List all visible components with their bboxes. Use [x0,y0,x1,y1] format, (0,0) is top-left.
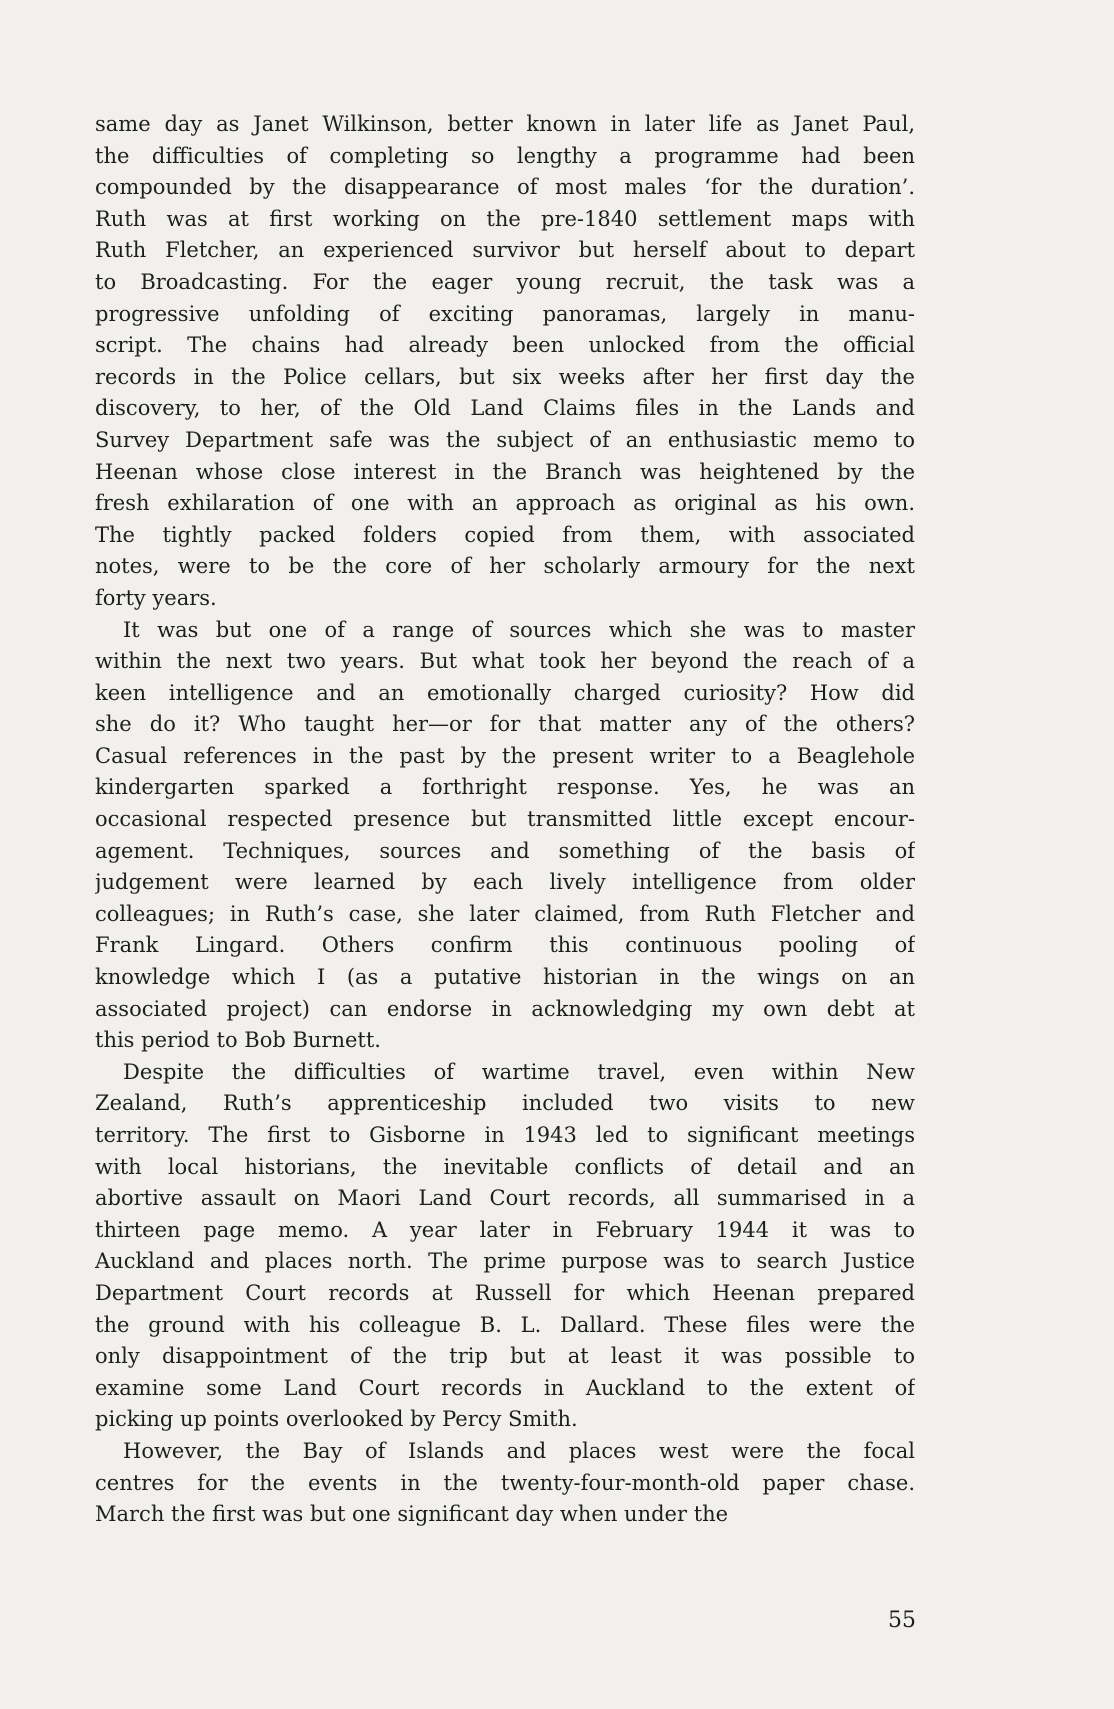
text-line: notes, were to be the core of her scholarly armoury for the next [95,554,915,579]
text-line: Ruth was at first working on the pre-1840 settlement maps with [95,206,915,231]
text-line: within the next two years. But what took her beyond the reach of a [95,649,915,674]
paragraph [95,1436,915,1531]
text-line: Department Court records at Russell for which Heenan prepared [95,1280,915,1305]
text-line: knowledge which I (as a putative historian in the wings on an [95,965,915,990]
text-line: examine some Land Court records in Auckland to the extent of [95,1375,915,1400]
text-line: only disappointment of the trip but at least it was possible to [95,1344,915,1369]
text-line: script. The chains had already been unlocked from the official [95,333,915,358]
text-line: discovery, to her, of the Old Land Claims files in the Lands and [95,396,915,421]
text-line: Survey Department safe was the subject of an enthusiastic memo to [95,427,915,452]
text-line: However, the Bay of Islands and places west were the focal [123,1438,915,1463]
text-line: The tightly packed folders copied from them, with associated [95,522,915,547]
text-line: Zealand, Ruth’s apprenticeship included two visits to new [95,1091,915,1116]
text-line: compounded by the disappearance of most males ‘for the duration’. [95,175,915,200]
text-line: Ruth Fletcher, an experienced survivor but herself about to depart [95,238,915,263]
text-line: progressive unfolding of exciting panoramas, largely in manu- [95,301,915,326]
text-line: the ground with his colleague B. L. Dallard. These files were the [95,1312,915,1337]
text-line: Auckland and places north. The prime purpose was to search Justice [95,1249,915,1274]
text-line: keen intelligence and an emotionally charged curiosity? How did [95,680,915,705]
text-line: agement. Techniques, sources and something of the basis of [95,838,915,863]
text-line: occasional respected presence but transmitted little except encour- [95,807,915,832]
text-line: the difficulties of completing so lengthy a programme had been [95,143,915,168]
text-line: thirteen page memo. A year later in February 1944 it was to [95,1217,915,1242]
text-line: Heenan whose close interest in the Branch was heightened by the [95,459,915,484]
text-line: Casual references in the past by the present writer to a Beaglehole [95,743,915,768]
text-line: she do it? Who taught her—or for that matter any of the others? [95,712,915,737]
paragraph [95,109,915,615]
text-line: fresh exhilaration of one with an approach as original as his own. [95,491,915,516]
text-line: records in the Police cellars, but six weeks after her first day the [95,364,915,389]
text-line: March the first was but one significant day when under the [95,1502,729,1527]
text-line: Frank Lingard. Others confirm this continuous pooling of [95,933,915,958]
text-line: forty years. [95,585,217,610]
text-line: judgement were learned by each lively intelligence from older [95,870,915,895]
text-line: territory. The first to Gisborne in 1943 led to significant meetings [95,1123,915,1147]
text-line: abortive assault on Maori Land Court records, all summarised in a [95,1186,915,1211]
text-line: It was but one of a range of sources which she was to master [123,617,915,642]
text-line: Despite the difficulties of wartime travel, even within New [123,1059,915,1084]
text-line: kindergarten sparked a forthright response. Yes, he was an [95,775,915,800]
text-line: to Broadcasting. For the eager young recruit, the task was a [95,269,915,294]
text-line: picking up points overlooked by Percy Smith. [95,1407,578,1432]
body-text [95,109,915,1531]
text-line: this period to Bob Burnett. [95,1028,381,1053]
text-line: same day as Janet Wilkinson, better known in later life as Janet Paul, [95,112,915,136]
text-line: colleagues; in Ruth’s case, she later claimed, from Ruth Fletcher and [95,901,915,926]
text-line: with local historians, the inevitable conflicts of detail and an [95,1154,915,1179]
page-number: 55 [888,1608,916,1633]
text-line: associated project) can endorse in acknowledging my own debt at [95,996,915,1021]
paragraph [95,1057,915,1436]
paragraph [95,615,915,1057]
text-line: centres for the events in the twenty-four-month-old paper chase. [95,1470,915,1495]
